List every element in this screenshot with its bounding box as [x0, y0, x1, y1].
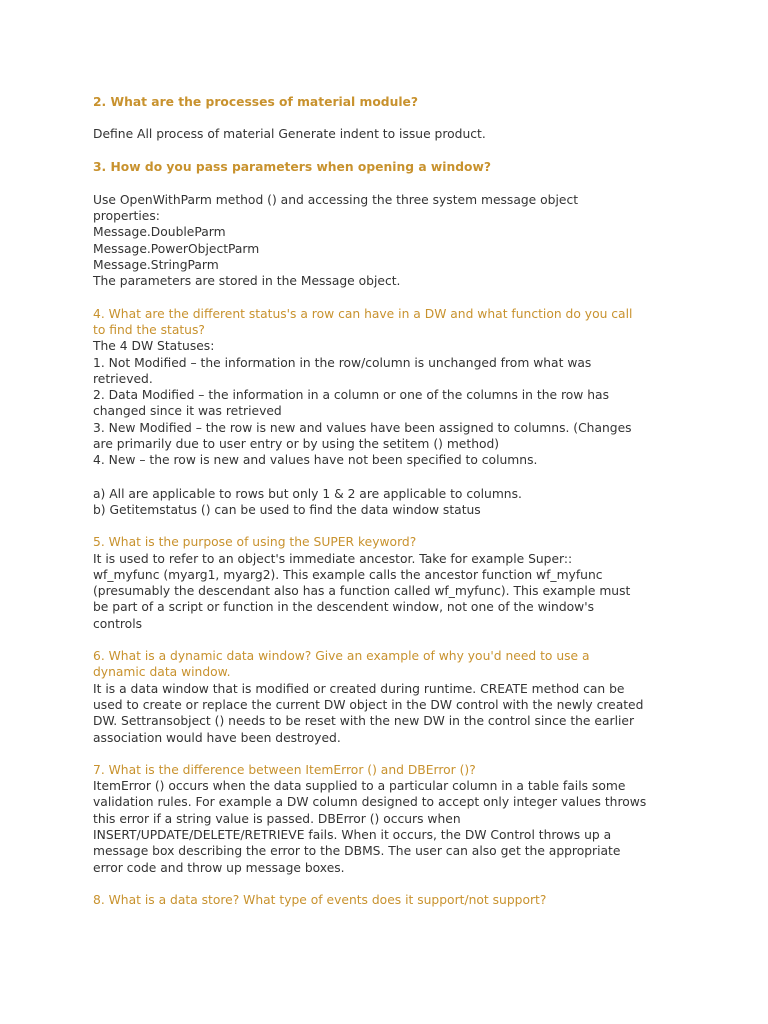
- question-heading: 8. What is a data store? What type of events does it support/not support?: [93, 892, 547, 907]
- answer-line: Message.PowerObjectParm: [93, 241, 260, 256]
- answer-line: controls: [93, 616, 143, 631]
- answer-line: retrieved.: [93, 371, 153, 386]
- answer-line: 4. New – the row is new and values have not been specified to columns.: [93, 453, 538, 468]
- question-heading: 5. What is the purpose of using the SUPER keyword?: [93, 535, 417, 550]
- answer-line: a) All are applicable to rows but only 1 & 2 are applicable to columns.: [93, 486, 522, 501]
- answer-line: association would have been destroyed.: [93, 730, 341, 745]
- question-heading: 6. What is a dynamic data window? Give an example of why you'd need to use a: [93, 649, 590, 664]
- question-heading: dynamic data window.: [93, 665, 231, 680]
- answer-line: 1. Not Modified – the information in the row/column is unchanged from what was: [93, 355, 592, 370]
- answer-line: changed since it was retrieved: [93, 404, 282, 419]
- answer-line: message box describing the error to the DBMS. The user can also get the appropriate: [93, 844, 621, 859]
- answer-line: (presumably the descendant also has a function called wf_myfunc). This example must: [93, 584, 631, 599]
- answer-line: It is used to refer to an object's immediate ancestor. Take for example Super::: [93, 551, 573, 566]
- question-heading: to find the status?: [93, 322, 205, 337]
- answer-line: DW. Settransobject () needs to be reset with the new DW in the control since the earlier: [93, 714, 635, 729]
- answer-line: 2. Data Modified – the information in a column or one of the columns in the row has: [93, 388, 609, 403]
- answer-line: Define All process of material Generate indent to issue product.: [93, 127, 486, 142]
- answer-line: It is a data window that is modified or created during runtime. CREATE method can be: [93, 681, 625, 696]
- question-heading: 4. What are the different status's a row can have in a DW and what function do you call: [93, 306, 633, 321]
- answer-line: error code and throw up message boxes.: [93, 860, 345, 875]
- question-heading: 2. What are the processes of material module?: [93, 95, 419, 109]
- answer-line: this error if a string value is passed. DBError () occurs when: [93, 811, 461, 826]
- answer-line: Message.StringParm: [93, 258, 219, 273]
- question-heading: 3. How do you pass parameters when opening a window?: [93, 159, 491, 174]
- answer-line: Message.DoubleParm: [93, 225, 226, 240]
- question-heading: 7. What is the difference between ItemError () and DBError ()?: [93, 762, 476, 777]
- answer-line: Use OpenWithParm method () and accessing the three system message object: [93, 192, 579, 207]
- answer-line: are primarily due to user entry or by using the setitem () method): [93, 437, 500, 452]
- answer-line: wf_myfunc (myarg1, myarg2). This example calls the ancestor function wf_myfunc: [93, 567, 603, 582]
- answer-line: INSERT/UPDATE/DELETE/RETRIEVE fails. When it occurs, the DW Control throws up a: [93, 827, 612, 842]
- document-page: [93, 94, 677, 908]
- answer-line: b) Getitemstatus () can be used to find the data window status: [93, 502, 481, 517]
- answer-line: be part of a script or function in the descendent window, not one of the window's: [93, 600, 595, 615]
- answer-line: validation rules. For example a DW column designed to accept only integer values throws: [93, 795, 647, 810]
- answer-line: ItemError () occurs when the data supplied to a particular column in a table fails some: [93, 779, 626, 794]
- answer-line: used to create or replace the current DW object in the DW control with the newly created: [93, 697, 644, 712]
- answer-line: 3. New Modified – the row is new and values have been assigned to columns. (Changes: [93, 420, 632, 435]
- answer-line: The 4 DW Statuses:: [93, 339, 215, 354]
- answer-line: The parameters are stored in the Message object.: [93, 274, 401, 289]
- answer-line: properties:: [93, 209, 160, 224]
